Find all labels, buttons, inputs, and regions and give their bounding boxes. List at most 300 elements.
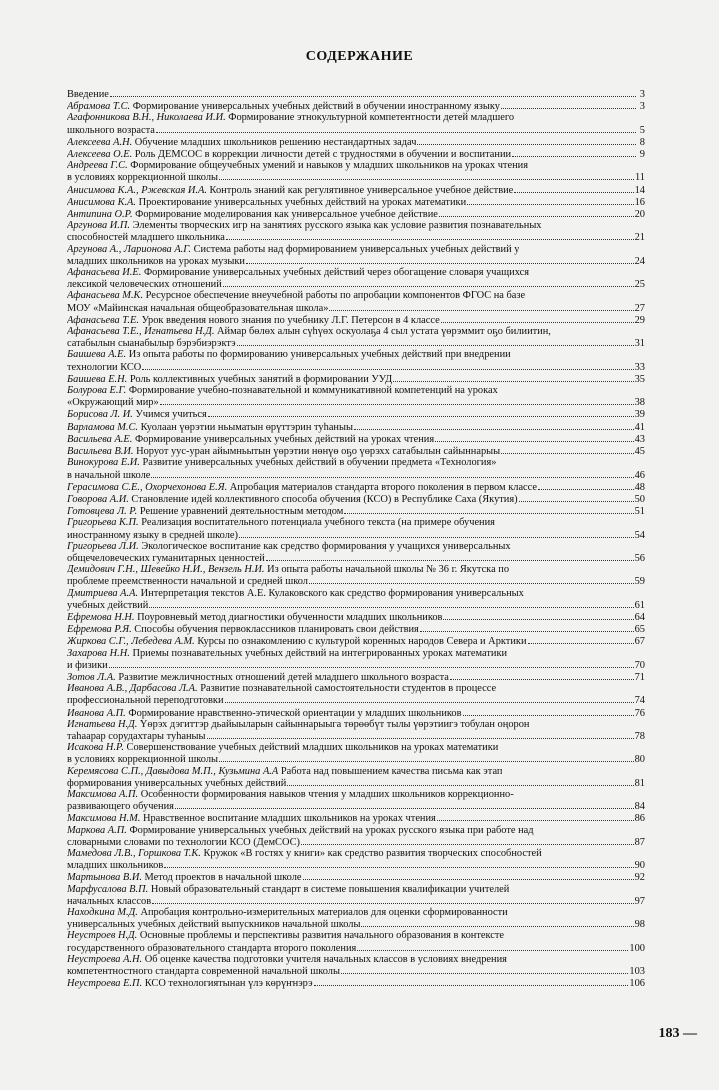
toc-title: Система работы над формированием универсальных учебных действий у (191, 243, 520, 255)
toc-entry-line (67, 694, 645, 706)
toc-entry (67, 220, 645, 243)
toc-entry-line (67, 385, 645, 396)
toc-entry-text (67, 636, 527, 647)
toc-entry-line (67, 337, 645, 349)
toc-entry-text (67, 457, 496, 468)
toc-entry-text (67, 89, 109, 100)
toc-title: Үөрэх дэгиттэр дьайыыларын сайыннарыыга төрөөбүт тылы үөрэтиигэ тобулан оңорон (137, 718, 530, 730)
toc-entry-line (67, 136, 645, 148)
toc-entry-text (67, 506, 343, 517)
toc-entry-text (67, 612, 442, 623)
toc-entry-line (67, 373, 645, 385)
toc-entry-line (67, 421, 645, 433)
toc-entry-line (67, 505, 645, 517)
toc-entry-line (67, 349, 645, 360)
toc-entry-text (67, 860, 163, 871)
toc-entry-text (67, 541, 511, 552)
toc-entry-text (67, 930, 504, 941)
toc-title: иностранному языку в средней школе) (67, 529, 238, 541)
toc-entry-line (67, 469, 645, 481)
toc-entry-line (67, 208, 645, 220)
toc-page-number: 90 (634, 860, 645, 872)
toc-entry (67, 564, 645, 587)
dot-leader (450, 671, 634, 680)
toc-entry-line (67, 255, 645, 267)
toc-entry-line (67, 918, 645, 930)
toc-entry (67, 493, 645, 505)
toc-entry-text (67, 160, 528, 171)
dot-leader (246, 255, 634, 264)
dot-leader (149, 599, 633, 608)
toc-author: Афанасьева Т.Е. (67, 314, 139, 326)
toc-title: Работа над повышением качества письма как этап (278, 765, 503, 777)
toc-author: Неустроева Е.П. (67, 978, 143, 990)
toc-entry-text (67, 588, 524, 599)
toc-entry-text (67, 683, 496, 694)
toc-entry-text (67, 648, 507, 659)
toc-entry-text (67, 943, 356, 954)
toc-title: и физики (67, 659, 108, 671)
toc-title: Способы обучения первоклассников планировать свои действия (131, 624, 419, 636)
toc-title: МОУ «Майинская начальная общеобразовательная школа» (67, 302, 329, 314)
toc-entry (67, 244, 645, 267)
toc-title: Формирование универсальных учебных действий на уроках чтения (132, 433, 435, 445)
dot-leader (393, 373, 633, 382)
dot-leader (538, 481, 634, 490)
toc-author: Дмитриева А.А. (67, 587, 139, 599)
toc-page-number: 59 (634, 576, 645, 588)
toc-entry (67, 112, 645, 135)
toc-author: Маркова А.П. (67, 824, 127, 836)
toc-author: Готовцева Л. Р. (67, 506, 138, 518)
toc-title: Проектирование универсальных учебных действий на уроках математики (136, 196, 467, 208)
toc-page-number: 11 (634, 172, 645, 184)
toc-entry-text (67, 349, 511, 360)
toc-page-number: 39 (634, 409, 645, 421)
toc-title: универсальных учебных действий выпускников начальной школы (67, 919, 361, 931)
toc-entry (67, 848, 645, 871)
toc-entry-text (67, 576, 308, 587)
toc-entry (67, 742, 645, 765)
toc-entry-line (67, 481, 645, 493)
dot-leader (142, 361, 633, 370)
toc-page-number: 16 (634, 196, 645, 208)
dot-leader (156, 124, 636, 133)
dot-leader (152, 895, 633, 904)
toc-author: Ефремова Н.Н. (67, 611, 135, 623)
toc-entry-text (67, 708, 462, 719)
toc-page-number: 31 (634, 338, 645, 350)
toc-author: Иванова А.П. (67, 707, 126, 719)
toc-author: Баишева А.Е. (67, 349, 127, 361)
toc-page-number: 27 (634, 302, 645, 314)
toc-title: Реализация воспитательного потенциала учебного текста (на примере обучения (138, 517, 495, 529)
toc-title: Особенности формирования навыков чтения у младших школьников коррекционно- (138, 788, 514, 800)
toc-entry-line (67, 884, 645, 895)
toc-author: Мартынова В.И. (67, 872, 142, 884)
toc-entry-text (67, 494, 518, 505)
toc-entry-text (67, 731, 206, 742)
toc-page-number: 8 (639, 136, 645, 148)
toc-author: Марфусалова В.П. (67, 883, 149, 895)
toc-title: Нравственное воспитание младших школьников на уроках чтения (140, 813, 436, 825)
toc-entry-line (67, 965, 645, 977)
toc-entry-line (67, 361, 645, 373)
toc-entry-line (67, 433, 645, 445)
toc-page-number: 41 (634, 421, 645, 433)
toc-title: сатабылын сыанабылыр бэрэбиэрэктэ (67, 338, 236, 350)
toc-title: Из опыта работы начальной школы № 36 г. Якутска по (264, 564, 510, 576)
toc-title: младших школьников (67, 860, 164, 872)
toc-entry-line (67, 196, 645, 208)
toc-entry-line (67, 575, 645, 587)
toc-entry-text (67, 362, 141, 373)
dot-leader (417, 136, 636, 145)
toc-entry-text (67, 837, 300, 848)
toc-author: Агафонникова В.Н., Николаева И.И. (67, 112, 226, 124)
toc-entry-line (67, 244, 645, 255)
toc-title: Развитие познавательной самостоятельности студентов в процессе (197, 683, 497, 695)
toc-author: Зотов Л.А. (67, 671, 116, 683)
toc-title: государственного образовательного стандарта второго поколения (67, 942, 357, 954)
toc-entry-line (67, 457, 645, 468)
toc-entry-line (67, 648, 645, 659)
toc-title: Формирование универсальных учебных действий на уроках русского языка при работе над (126, 824, 534, 836)
toc-entry-text (67, 422, 353, 433)
toc-author: Игнатьева Н.Д. (67, 718, 138, 730)
toc-entry-line (67, 278, 645, 290)
toc-title: Интерпретация текстов А.Е. Кулаковского как средство формирования универсальных (138, 587, 524, 599)
toc-entry-line (67, 88, 645, 100)
toc-entry-line (67, 907, 645, 918)
toc-title: Элементы творческих игр на занятиях русского языка как условие развития познавательных (130, 220, 542, 232)
dot-leader (239, 529, 634, 538)
toc-title: Развитие межличностных отношений детей младшего школьного возраста (115, 671, 449, 683)
dot-leader (151, 469, 633, 478)
toc-entry-text (67, 872, 302, 883)
toc-entry-line (67, 100, 645, 112)
toc-entry-line (67, 112, 645, 123)
toc-author: Васильева А.Е. (67, 433, 133, 445)
toc-entry (67, 954, 645, 977)
toc-entry-text (67, 409, 207, 420)
toc-entry-line (67, 148, 645, 160)
toc-page-number: 80 (634, 754, 645, 766)
toc-entry-text (67, 517, 495, 528)
toc-entry-text (67, 256, 245, 267)
toc-title: Основные проблемы и перспективы развития начального образования в контексте (137, 930, 505, 942)
toc-page-number: 106 (629, 978, 645, 990)
toc-entry (67, 433, 645, 445)
toc-entry-text (67, 919, 360, 930)
toc-entry (67, 100, 645, 112)
toc-title: Формирование моделирования как универсальное учебное действие (132, 209, 438, 221)
toc-entry-text (67, 446, 500, 457)
toc-entry-line (67, 588, 645, 599)
toc-entry (67, 611, 645, 623)
toc-title: Решение уравнений деятельностным методом (137, 506, 344, 518)
toc-entry-text (67, 137, 416, 148)
toc-entry-text (67, 848, 542, 859)
dot-leader (501, 445, 633, 454)
dot-leader (420, 623, 634, 632)
toc-entry (67, 623, 645, 635)
toc-author: Демидович Г.Н., Шевейко Н.И., Вензель Н.И. (67, 564, 265, 576)
toc-entry-text (67, 695, 224, 706)
toc-entry-text (67, 220, 542, 231)
dot-leader (519, 493, 634, 502)
toc-author: Максимова А.П. (67, 788, 139, 800)
dot-leader (467, 196, 633, 205)
toc-entry-line (67, 954, 645, 965)
toc-entry (67, 349, 645, 372)
toc-entry-line (67, 171, 645, 183)
toc-entry-line (67, 623, 645, 635)
toc-entry-line (67, 848, 645, 859)
toc-entry (67, 457, 645, 480)
toc-entry-line (67, 517, 645, 528)
toc-page-number: 14 (634, 184, 645, 196)
toc-entry-text (67, 303, 328, 314)
dot-leader (329, 302, 633, 311)
toc-entry-line (67, 895, 645, 907)
toc-entry-line (67, 326, 645, 337)
toc-author: Говорова А.И. (67, 493, 129, 505)
toc-title: Формирование универсальных учебных действий через обогащение словаря учащихся (141, 267, 529, 279)
toc-title: Поуровневый метод диагностики обученности младших школьников (134, 611, 443, 623)
toc-entry (67, 326, 645, 349)
toc-entry (67, 373, 645, 385)
toc-page-number: 84 (634, 801, 645, 813)
toc-entry (67, 408, 645, 420)
toc-entry-line (67, 529, 645, 541)
toc-entry (67, 196, 645, 208)
toc-entry-line (67, 930, 645, 941)
toc-entry-line (67, 659, 645, 671)
toc-entry (67, 160, 645, 183)
toc-author: Алексеева А.Н. (67, 136, 133, 148)
toc-page-number: 67 (634, 636, 645, 648)
toc-entry-line (67, 859, 645, 871)
toc-page-number: 70 (634, 659, 645, 671)
toc-entry-text (67, 172, 218, 183)
toc-title: Метод проектов в начальной школе (141, 872, 302, 884)
toc-title: КСО технологиятынан үлэ көрүҥнэрэ (142, 978, 313, 990)
toc-entry-text (67, 530, 238, 541)
dot-leader (109, 659, 634, 668)
toc-title: в условиях коррекционной школы (67, 172, 219, 184)
toc-title: Совершенствование учебных действий младших школьников на уроках математики (123, 742, 499, 754)
toc-author: Алексеева О.Е. (67, 149, 133, 161)
toc-entry-line (67, 314, 645, 326)
toc-author: Аргунова И.П. (67, 220, 130, 232)
toc-author: Герасимова С.Е., Охорчехонова Е.Я. (67, 481, 228, 493)
toc-title: Развитие универсальных учебных действий в обучении предмета «Технология» (139, 457, 497, 469)
toc-title: профессиональной переподготовки (67, 695, 224, 707)
toc-page-number: 64 (634, 611, 645, 623)
toc-page-number: 45 (634, 446, 645, 458)
toc-entry-line (67, 683, 645, 694)
toc-author: Афанасьева И.Е. (67, 267, 142, 279)
toc-entry-text (67, 374, 392, 385)
toc-entry-text (67, 778, 286, 789)
toc-entry-text (67, 197, 466, 208)
toc-title: в начальной школе (67, 469, 151, 481)
dot-leader (208, 408, 634, 417)
toc-entry (67, 481, 645, 493)
toc-entry-line (67, 396, 645, 408)
dot-leader (441, 314, 634, 323)
toc-title: Новый образовательный стандарт в системе повышения квалификации учителей (148, 883, 510, 895)
toc-page-number: 61 (634, 599, 645, 611)
toc-entry-line (67, 671, 645, 683)
toc-entry-text (67, 896, 151, 907)
toc-entry (67, 385, 645, 408)
dot-leader (303, 871, 634, 880)
toc-page-number: 48 (634, 481, 645, 493)
toc-author: Аргунова А., Ларионова А.Г. (67, 243, 192, 255)
toc-page-number: 20 (634, 209, 645, 221)
toc-entry-text (67, 789, 514, 800)
toc-entry-line (67, 766, 645, 777)
toc-entry-text (67, 754, 218, 765)
toc-entry-line (67, 124, 645, 136)
toc-page-number: 71 (634, 671, 645, 683)
toc-title: Урок введения нового знания по учебнику Л.Г. Петерсон в 4 классе (138, 314, 440, 326)
toc-entry-text (67, 813, 436, 824)
toc-author: Захарова Н.Н. (67, 647, 130, 659)
toc-author: Абрамова Т.С. (67, 101, 131, 113)
toc-entry-text (67, 482, 537, 493)
toc-entry-text (67, 185, 513, 196)
toc-title: младших школьников на уроках музыки (67, 255, 245, 267)
toc-author: Афанасьева Т.Е., Игнатьева Н.Д. (67, 326, 215, 338)
toc-author: Григорьева Л.И. (67, 540, 139, 552)
toc-author: Исакова Н.Р. (67, 742, 124, 754)
toc-entry-line (67, 942, 645, 954)
toc-title: Формирование нравственно-этической ориентации у младших школьников (125, 707, 462, 719)
toc-page-number: 65 (634, 624, 645, 636)
toc-author: Антипина О.Р. (67, 209, 133, 221)
toc-title: Кружок «В гостях у книги» как средство развития творческих способностей (200, 848, 542, 859)
toc-entry (67, 707, 645, 719)
toc-author: Анисимова К.А. (67, 196, 137, 208)
toc-title: Введение (67, 89, 109, 100)
toc-entry-line (67, 160, 645, 171)
toc-page-number: 81 (634, 777, 645, 789)
toc-entry-text (67, 470, 150, 481)
toc-author: Варламова М.С. (67, 421, 139, 433)
toc-entry (67, 789, 645, 812)
toc-entry-line (67, 302, 645, 314)
dot-leader (341, 965, 628, 974)
toc-page-number: 56 (634, 552, 645, 564)
toc-page-number: 29 (634, 314, 645, 326)
toc-title: общечеловеческих гуманитарных ценностей (67, 552, 265, 564)
toc-page-number: 92 (634, 872, 645, 884)
toc-author: Жиркова С.Г., Лебедева А.М. (67, 636, 195, 648)
toc-entry (67, 648, 645, 671)
toc-entry-text (67, 742, 498, 753)
toc-page-number: 86 (634, 813, 645, 825)
dot-leader (225, 694, 634, 703)
toc-entry (67, 505, 645, 517)
dot-leader (501, 100, 636, 109)
toc-entry-text (67, 315, 440, 326)
toc-entry-text (67, 825, 534, 836)
toc-entry-text (67, 978, 313, 989)
toc-entry-line (67, 445, 645, 457)
toc-entry-line (67, 564, 645, 575)
dot-leader (357, 942, 628, 951)
toc-entry-text (67, 125, 155, 136)
toc-entry-text (67, 101, 500, 112)
toc-entry-line (67, 825, 645, 836)
toc-entry-text (67, 884, 509, 895)
toc-entry-line (67, 836, 645, 848)
toc-entry (67, 136, 645, 148)
toc-entry (67, 314, 645, 326)
toc-author: Мамедова Л.В., Горшкова Т.К. (67, 848, 201, 859)
toc-entry-line (67, 408, 645, 420)
dot-leader (354, 421, 634, 430)
toc-title: проблеме преемственности начальной и средней школ (67, 576, 308, 588)
toc-entry-line (67, 635, 645, 647)
toc-entry-text (67, 338, 236, 349)
toc-entry (67, 671, 645, 683)
dot-leader (439, 208, 634, 217)
toc-title: Обучение младших школьников решению нестандартных задач (132, 136, 417, 148)
toc-entry-line (67, 184, 645, 196)
toc-entry-line (67, 777, 645, 789)
toc-entry (67, 930, 645, 953)
toc-title: Учимся учиться (132, 409, 207, 421)
toc-author: Анисимова К.А., Ржевская И.А. (67, 184, 207, 196)
toc-entry (67, 871, 645, 883)
toc-entry-line (67, 719, 645, 730)
toc-title: Апробация контрольно-измерительных материалов для оценки сформированности (137, 907, 508, 919)
toc-entry-line (67, 552, 645, 564)
toc-entry-line (67, 753, 645, 765)
toc-title: Апробация материалов стандарта второго поколения в первом классе (227, 481, 538, 493)
toc-title: Экологическое воспитание как средство формирования у учащихся универсальных (138, 540, 511, 552)
toc-entry (67, 290, 645, 313)
toc-title: в условиях коррекционной школы (67, 754, 219, 766)
toc-page-number: 74 (634, 695, 645, 707)
toc-entry-text (67, 232, 225, 243)
toc-entry-text (67, 660, 108, 671)
toc-entry-line (67, 267, 645, 278)
toc-list (67, 88, 645, 989)
dot-leader (344, 505, 633, 514)
toc-entry-text (67, 624, 419, 635)
dot-leader (223, 278, 634, 287)
toc-author: Неустроев Н.Д. (67, 930, 138, 942)
toc-entry-line (67, 290, 645, 301)
toc-title: формирования универсальных учебных действий (67, 777, 287, 789)
dot-leader (361, 918, 633, 927)
toc-author: Находкина М.Д. (67, 907, 138, 919)
toc-entry-line (67, 977, 645, 989)
toc-entry-line (67, 493, 645, 505)
toc-entry-line (67, 541, 645, 552)
toc-entry (67, 445, 645, 457)
toc-page-number: 51 (634, 506, 645, 518)
toc-page-number: 76 (634, 707, 645, 719)
toc-author: Баишева Е.Н. (67, 373, 128, 385)
toc-page-number: 5 (639, 124, 645, 136)
toc-page-number: 100 (629, 942, 645, 954)
